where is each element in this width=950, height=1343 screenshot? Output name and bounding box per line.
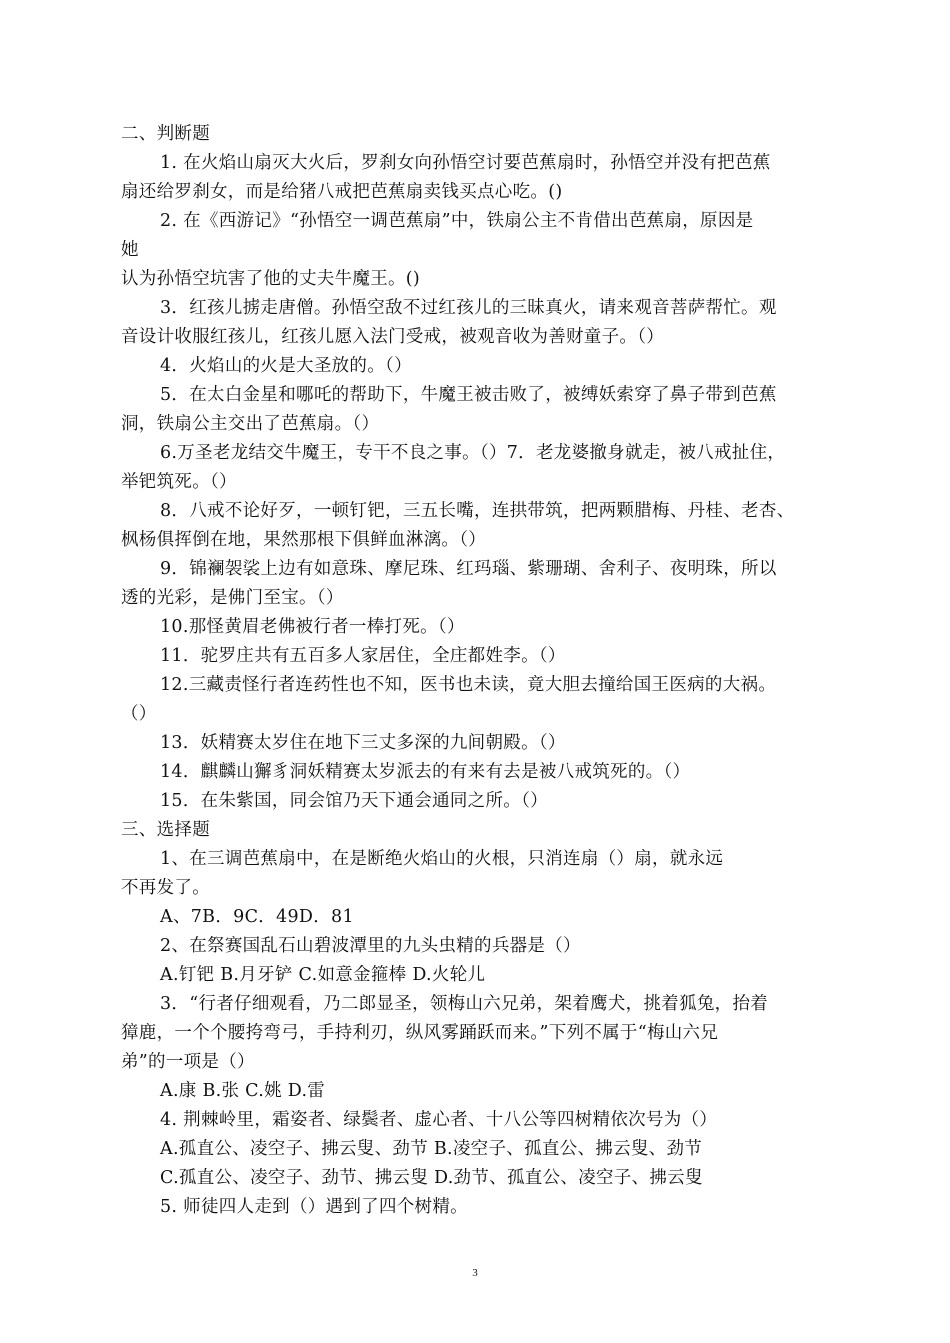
judgment-line-5: 认为孙悟空坑害了他的丈夫牛魔王。() <box>121 269 421 289</box>
judgment-line-8: 4．火焰山的火是大圣放的。（） <box>160 356 412 376</box>
judgment-line-17: 10.那怪黄眉老佛被行者一棒打死。（） <box>160 617 465 637</box>
judgment-line-3: 2. 在《西游记》“孙悟空一调芭蕉扇”中，铁扇公主不肯借出芭蕉扇，原因是 <box>160 211 754 231</box>
judgment-line-18: 11．驼罗庄共有五百多人家居住，全庄都姓李。（） <box>160 646 566 666</box>
judgment-line-19: 12.三藏责怪行者连药性也不知，医书也未读，竟大胆去撞给国王医病的大祸。 <box>160 675 777 695</box>
judgment-line-12: 举钯筑死。（） <box>121 472 237 492</box>
judgment-line-7: 音设计收服红孩儿，红孩儿愿入法门受戒，被观音收为善财童子。（） <box>121 327 665 347</box>
judgment-line-14: 枫杨俱挥倒在地，果然那根下俱鲜血淋漓。（） <box>121 530 487 550</box>
choice-line-11: A.孤直公、凌空子、拂云叟、劲节 B.凌空子、孤直公、拂云叟、劲节 <box>160 1139 703 1159</box>
choice-line-2: 不再发了。 <box>121 878 210 898</box>
judgment-line-15: 9．锦襕袈裟上边有如意珠、摩尼珠、红玛瑙、紫珊瑚、舍利子、夜明珠，所以 <box>160 559 777 579</box>
choice-line-4: 2、在祭赛国乱石山碧波潭里的九头虫精的兵器是（） <box>160 936 581 956</box>
choice-line-1: 1、在三调芭蕉扇中，在是断绝火焰山的火根，只消连扇（）扇，就永远 <box>160 849 724 869</box>
section-heading-choice: 三、选择题 <box>121 820 210 840</box>
choice-line-10: 4. 荆棘岭里，霜姿者、绿鬓者、虚心者、十八公等四树精依次号为（） <box>160 1110 718 1130</box>
choice-line-5: A.钉钯 B.月牙铲 C.如意金箍棒 D.火轮儿 <box>160 965 486 985</box>
judgment-line-16: 透的光彩，是佛门至宝。（） <box>121 588 344 608</box>
section-heading-judgment: 二、判断题 <box>121 124 210 144</box>
judgment-line-20: （） <box>121 704 157 724</box>
choice-line-6: 3．“行者仔细观看，乃二郎显圣，领梅山六兄弟，架着鹰犬，挑着狐兔，抬着 <box>160 994 769 1014</box>
judgment-line-21: 13．妖精赛太岁住在地下三丈多深的九间朝殿。（） <box>160 733 566 753</box>
choice-line-13: 5. 师徒四人走到（）遇到了四个树精。 <box>160 1197 468 1217</box>
judgment-line-13: 8．八戒不论好歹，一顿钉钯，三五长嘴，连拱带筑，把两颗腊梅、丹桂、老杏、 <box>160 501 795 521</box>
judgment-line-22: 14．麒麟山獬豸洞妖精赛太岁派去的有来有去是被八戒筑死的。（） <box>160 762 691 782</box>
choice-line-9: A.康 B.张 C.姚 D.雷 <box>160 1081 326 1101</box>
choice-line-3: A、7B．9C．49D．81 <box>160 907 354 927</box>
judgment-line-10: 洞，铁扇公主交出了芭蕉扇。（） <box>121 414 380 434</box>
choice-line-8: 弟”的一项是（） <box>121 1052 255 1072</box>
judgment-line-23: 15．在朱紫国，同会馆乃天下通会通同之所。（） <box>160 791 548 811</box>
judgment-line-6: 3．红孩儿掳走唐僧。孙悟空敌不过红孩儿的三昧真火，请来观音菩萨帮忙。观 <box>160 298 777 318</box>
choice-line-7: 獐鹿，一个个腰挎弯弓，手持利刃，纵风雾踊跃而来。”下列不属于“梅山六兄 <box>121 1023 719 1043</box>
judgment-line-2: 扇还给罗刹女，而是给猪八戒把芭蕉扇卖钱买点心吃。() <box>121 182 563 202</box>
judgment-line-4: 她 <box>121 240 139 260</box>
judgment-line-9: 5．在太白金星和哪吒的帮助下，牛魔王被击败了，被缚妖索穿了鼻子带到芭蕉 <box>160 385 777 405</box>
judgment-line-11: 6.万圣老龙结交牛魔王，专干不良之事。（）7．老龙婆撤身就走，被八戒扯住， <box>160 443 786 463</box>
judgment-line-1: 1. 在火焰山扇灭大火后，罗刹女向孙悟空讨要芭蕉扇时，孙悟空并没有把芭蕉 <box>160 153 771 173</box>
page-number: 3 <box>472 1267 478 1279</box>
choice-line-12: C.孤直公、凌空子、劲节、拂云叟 D.劲节、孤直公、凌空子、拂云叟 <box>160 1168 703 1188</box>
